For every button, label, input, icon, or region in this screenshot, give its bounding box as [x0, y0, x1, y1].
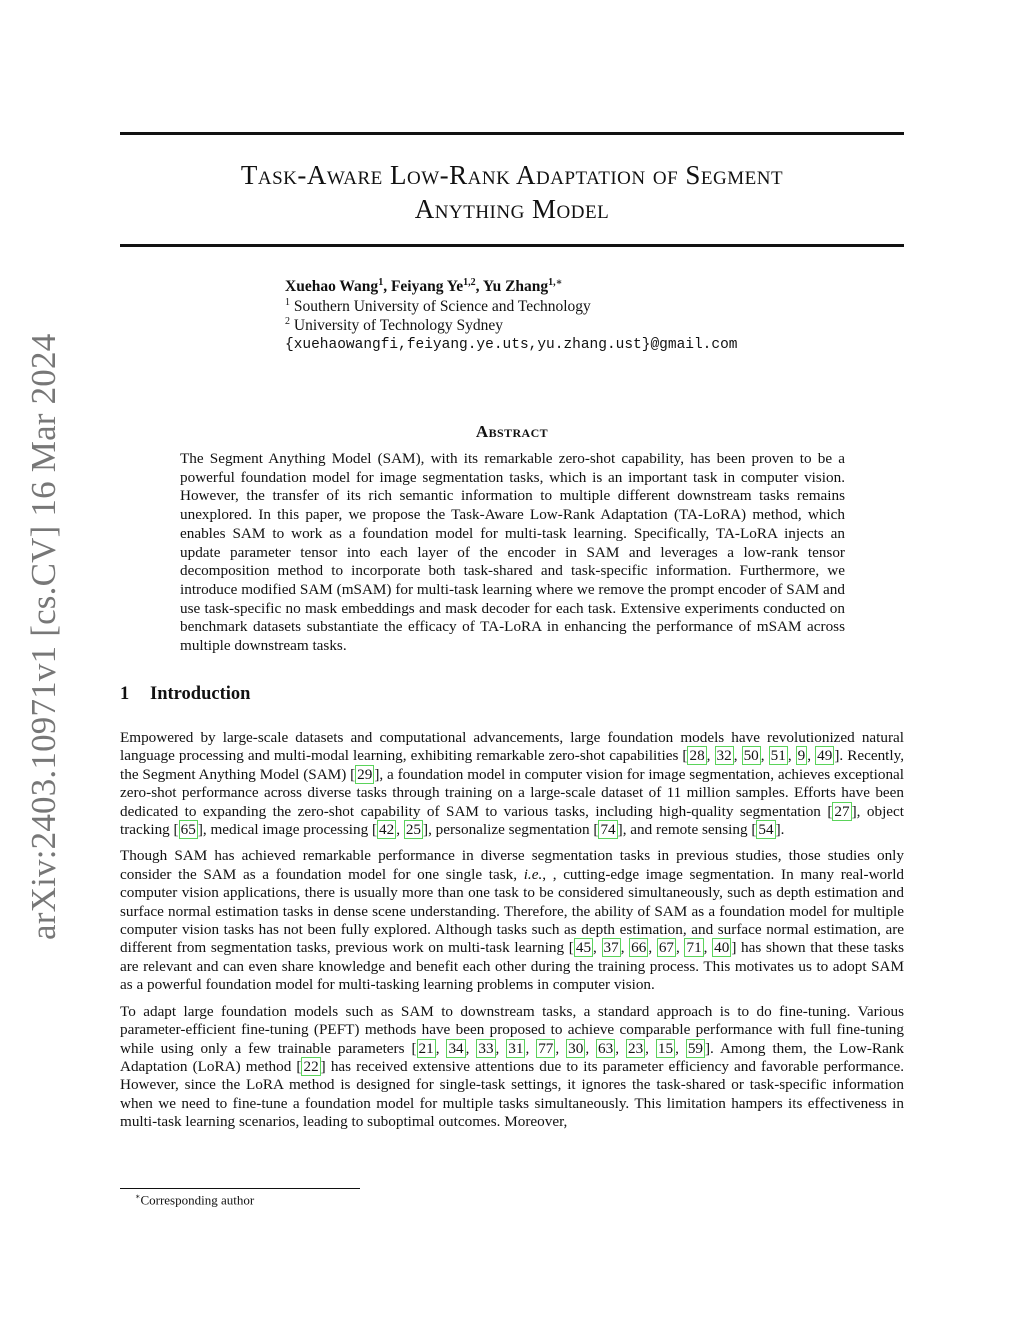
text-run: ], object tracking [	[120, 802, 904, 839]
citation-link[interactable]: 65	[180, 821, 196, 839]
citation-link[interactable]: 74	[600, 821, 616, 839]
author-block	[285, 277, 737, 355]
affiliation-1-name: Southern University of Science and Technology	[293, 297, 591, 315]
paper-title	[120, 158, 904, 226]
citation-link[interactable]: 33	[478, 1039, 494, 1057]
title-rule-bottom	[120, 244, 904, 247]
citation-link[interactable]: 77	[538, 1039, 554, 1057]
citation-link[interactable]: 59	[687, 1039, 703, 1057]
citation-link[interactable]: 71	[686, 939, 702, 957]
citation-link[interactable]: 67	[658, 939, 674, 957]
citation-link[interactable]: 42	[379, 821, 395, 839]
author-2-affiliation: 1,2	[463, 276, 476, 288]
citation-link[interactable]: 37	[603, 939, 619, 957]
text-run: ]. Among them, the Low-Rank Adaptation (LoRA) method [	[120, 1039, 904, 1075]
affiliation-2-mark: 2	[285, 315, 290, 327]
text-run: Empowered by large-scale datasets and computational advancements, large foundation models have revolutionized natural language processing and multi-modal learning, exhibiting remarkable zero-shot capabilities [	[120, 729, 904, 765]
author-1: Xuehao Wang	[285, 278, 379, 295]
text-run-italic: i.e.	[523, 865, 543, 883]
affiliation-2-name: University of Technology Sydney	[293, 317, 504, 334]
footnote-mark: ∗	[135, 1192, 141, 1201]
citation-link[interactable]: 54	[758, 821, 774, 839]
section-number: 1	[120, 684, 130, 704]
citation-link[interactable]: 21	[418, 1039, 434, 1057]
citation-link[interactable]: 22	[303, 1057, 319, 1075]
citation-link[interactable]: 34	[448, 1039, 464, 1057]
footnote-rule	[120, 1188, 360, 1189]
citation-link[interactable]: 25	[405, 821, 422, 839]
citation-link[interactable]: 31	[508, 1039, 524, 1057]
title-line-1: Task-Aware Low-Rank Adaptation of Segment	[240, 160, 784, 190]
citation-link[interactable]: 9	[797, 747, 806, 765]
citation-link[interactable]: 66	[631, 939, 647, 957]
text-run: To adapt large foundation models such as SAM to downstream tasks, a standard approach is to do fine-tuning. Various parameter-efficient fine-tuning (PEFT) methods have been proposed to achieve comparable performance with full fine-tuning while using only a few trainable parameters [	[120, 1002, 904, 1057]
author-names: Xuehao Wang$^1$, Feiyang Ye$^{1,2}$, Yu Zhang$^{1,∗}$	[285, 276, 563, 295]
text-run: ], a foundation model in computer vision for image segmentation, achieves exceptional zero-shot performance across diverse tasks through training on a large-scale dataset of 11 million samples. Efforts have been dedicated to expanding the zero-shot capability of SAM to various tasks, including high-quality segmentation [	[120, 765, 904, 820]
affiliation-1	[285, 297, 737, 317]
section-title: Introduction	[150, 684, 251, 704]
text-run: ] has shown that these tasks are relevant and can even share knowledge and benefit each other during the training process. This motivates us to adopt SAM as a powerful foundation model for multi-tasking learning problems in computer vision.	[120, 939, 904, 994]
author-emails: {xuehaowangfi,feiyang.ye.uts,yu.zhang.ust}@gmail.com	[285, 336, 738, 353]
citation-link[interactable]: 30	[568, 1039, 584, 1057]
citation-link[interactable]: 40	[714, 939, 730, 957]
citation-link[interactable]: 45	[575, 939, 592, 957]
footnote	[135, 1192, 254, 1208]
abstract-text: The Segment Anything Model (SAM), with its remarkable zero-shot capability, has been proven to be a powerful foundation model for image segmentation tasks, which is an important task in computer vision. However, the transfer of its rich semantic information to multiple different downstream tasks remains unexplored. In this paper, we propose the Task-Aware Low-Rank Adaptation (TA-LoRA) method, which enables SAM to work as a foundation model for multi-task learning. Specifically, TA-LoRA injects an update parameter tensor into each layer of the encoder in SAM and leverages a low-rank tensor decomposition method to incorporate both task-shared and task-specific information. Furthermore, we introduce modified SAM (mSAM) for multi-task learning where we remove the prompt encoder of SAM and use task-specific no mask embeddings and mask decoder for each task. Extensive experiments conducted on benchmark datasets substantiate the efficacy of TA-LoRA in enhancing the performance of mSAM across multiple downstream tasks.	[180, 450, 845, 655]
arxiv-identifier: arXiv:2403.10971v1 [cs.CV] 16 Mar 2024	[24, 333, 63, 940]
text-run: ], medical image processing [	[197, 821, 378, 839]
paragraph-3: To adapt large foundation models such as SAM to downstream tasks, a standard approach is to do fine-tuning. Various parameter-efficient fine-tuning (PEFT) methods have been proposed to achieve comparable performance with full fine-tuning while using only a few trainable parameters [ 21 , 34 , 33 , 31 , 77 , 30 , 63 , 23 , 15 , 59 ]. Among them, the Low-Rank Adaptation (LoRA) method [ 22 ] has received extensive attentions due to its parameter efficiency and favorable performance. However, since the LoRA method is designed for single-task settings, it ignores the task-shared or task-specific information when we need to fine-tune a foundation model for multiple tasks simultaneously. This limitation hampers its effectiveness in multi-task learning scenarios, leading to suboptimal outcomes. Moreover,	[120, 1002, 904, 1131]
text-run: Though SAM has achieved remarkable performance in diverse segmentation tasks in previous studies, those studies only consider the SAM as a foundation model for one single task,	[120, 847, 904, 883]
author-2: Feiyang Ye	[390, 278, 464, 295]
abstract-heading: Abstract	[475, 422, 549, 441]
text-run: ], personalize segmentation [	[423, 821, 599, 839]
citation-link[interactable]: 27	[834, 802, 850, 820]
section-heading	[120, 684, 250, 705]
paragraph-2: Though SAM has achieved remarkable performance in diverse segmentation tasks in previous studies, those studies only consider the SAM as a foundation model for one single task, i.e., , cutting-edge image segmentation. In many real-world computer vision applications, there is usually more than one task to be considered simultaneously, such as depth estimation and surface normal estimation tasks in dense scene understanding. Therefore, the ability of SAM as a foundation model for multiple computer vision tasks has not been fully explored. Although tasks such as depth estimation, and surface normal estimation, are different from segmentation tasks, previous work on multi-task learning [ 45 , 37 , 66 , 67 , 71 , 40 ] has shown that these tasks are relevant and can even share knowledge and benefit each other during the training process. This motivates us to adopt SAM as a powerful foundation model for multi-tasking learning problems in computer vision.	[120, 847, 905, 994]
author-3: Yu Zhang	[482, 278, 549, 295]
citation-link[interactable]: 15	[657, 1039, 674, 1057]
title-rule-top	[120, 132, 904, 135]
citation-link[interactable]: 49	[817, 747, 833, 765]
body-text	[120, 729, 904, 1140]
text-run: ], and remote sensing [	[617, 821, 757, 839]
text-run: , , cutting-edge image segmentation. In many real-world computer vision applications, there is usually more than one task to be considered simultaneously, such as depth estimation and surface normal estimation tasks in dense scene understanding. Therefore, the ability of SAM as a foundation model for multiple computer vision tasks has not been fully explored. Although tasks such as depth estimation, and surface normal estimation, are different from segmentation tasks, previous work on multi-task learning [	[120, 865, 905, 957]
affiliation-2	[285, 316, 737, 336]
footnote-text: Corresponding author	[140, 1192, 255, 1208]
citation-link[interactable]: 23	[627, 1039, 644, 1057]
citation-link[interactable]: 63	[598, 1039, 614, 1057]
affiliation-1-mark: 1	[285, 296, 290, 308]
author-3-affiliation: 1,∗	[548, 276, 563, 288]
text-run: ]. Recently, the Segment Anything Model (SAM) [	[120, 747, 905, 783]
title-line-2: Anything Model	[414, 194, 610, 224]
citation-link[interactable]: 51	[770, 747, 786, 765]
citation-link[interactable]: 50	[743, 747, 759, 765]
citation-link[interactable]: 28	[689, 747, 705, 765]
citation-link[interactable]: 32	[716, 747, 732, 765]
text-run: ].	[775, 821, 785, 839]
author-1-affiliation: 1	[378, 276, 384, 288]
text-run: ] has received extensive attentions due to its parameter efficiency and favorable performance. However, since the LoRA method is designed for single-task settings, it ignores the task-shared or task-specific information when we need to fine-tune a foundation model for multiple tasks simultaneously. This limitation hampers its effectiveness in multi-task learning scenarios, leading to suboptimal outcomes. Moreover,	[120, 1057, 904, 1131]
paragraph-1: Empowered by large-scale datasets and computational advancements, large foundation models have revolutionized natural language processing and multi-modal learning, exhibiting remarkable zero-shot capabilities [ 28 , 32 , 50 , 51 , 9 , 49 ]. Recently, the Segment Anything Model (SAM) [ 29 ], a foundation model in computer vision for image segmentation, achieves exceptional zero-shot performance across diverse tasks through training on a large-scale dataset of 11 million samples. Efforts have been dedicated to expanding the zero-shot capability of SAM to various tasks, including high-quality segmentation [ 27 ], object tracking [ 65 ], medical image processing [ 42 , 25 ], personalize segmentation [ 74 ], and remote sensing [ 54 ].	[120, 729, 905, 839]
citation-link[interactable]: 29	[357, 765, 373, 783]
